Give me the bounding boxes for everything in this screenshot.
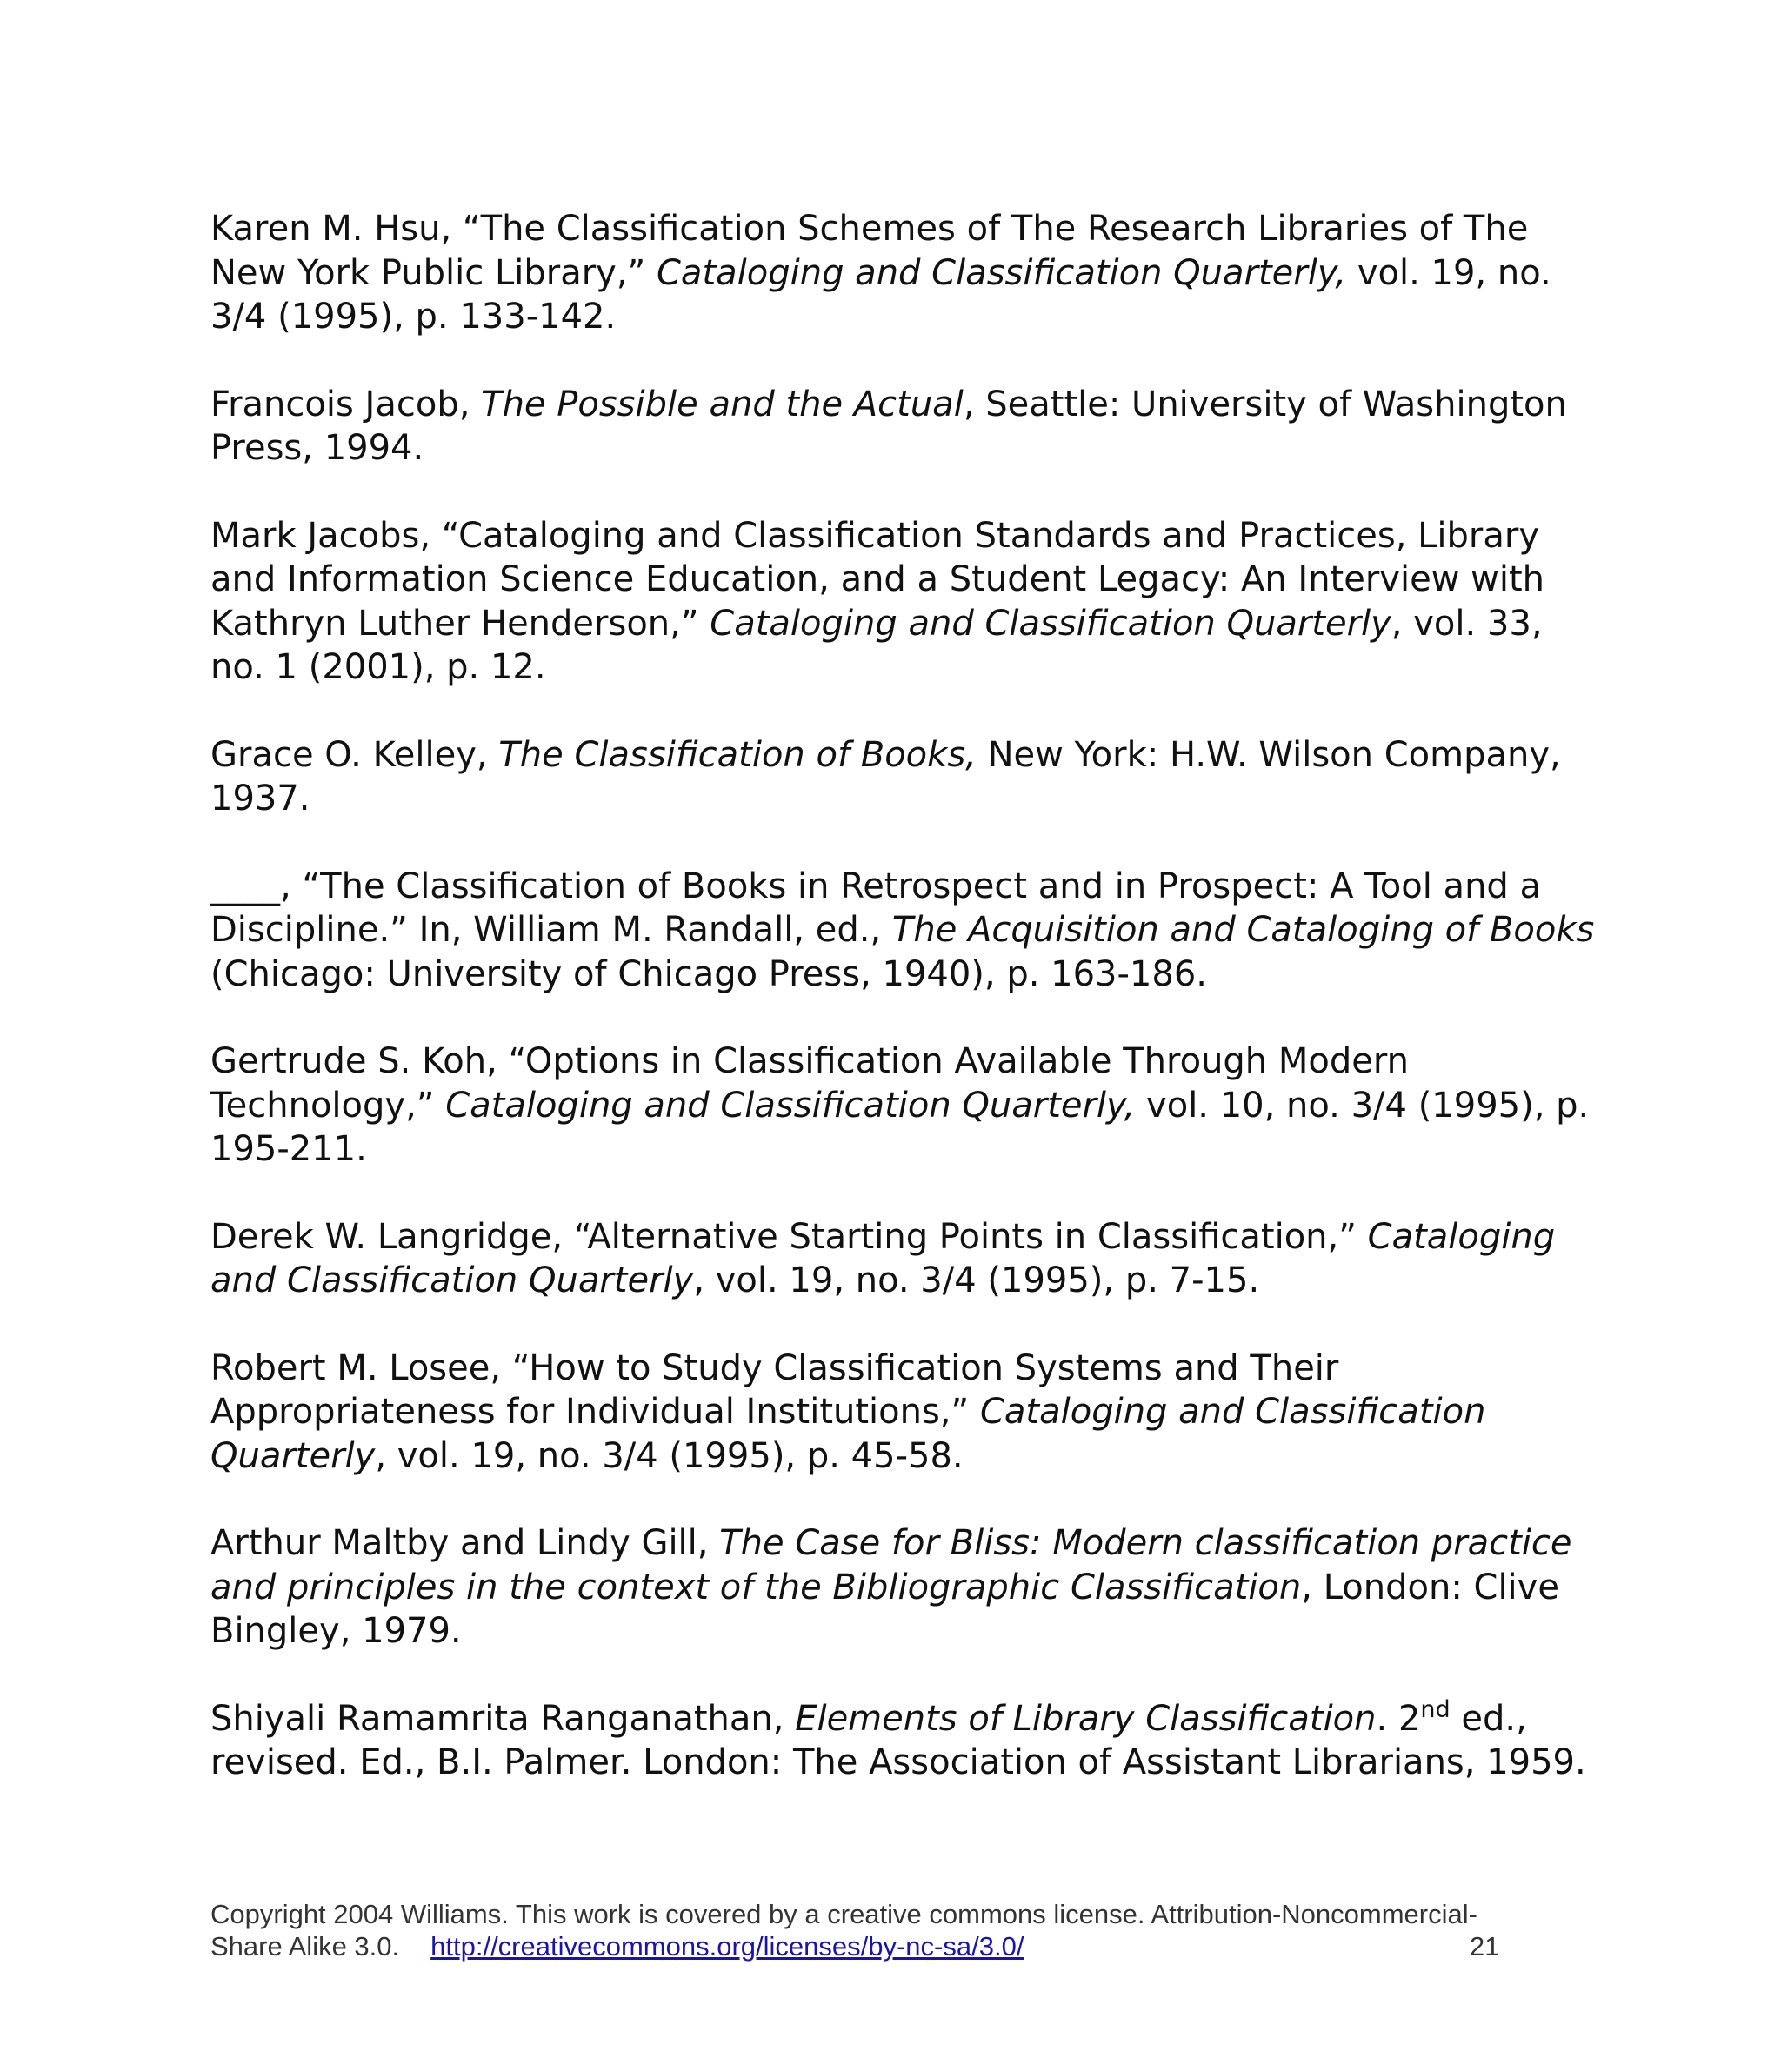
- bibliography-entry: Robert M. Losee, “How to Study Classification Systems and Their Appropriateness for Individual Institutions,” Cataloging and Classification Quarterly, vol. 19, no. 3/4 (1995), p. 45-58.: [210, 1347, 1486, 1476]
- bibliography-entry: Francois Jacob, The Possible and the Actual, Seattle: University of Washington Press, 1994.: [210, 384, 1567, 468]
- publication-title: Cataloging and Classification Quarterly,: [445, 1085, 1136, 1126]
- bibliography-entry: Mark Jacobs, “Cataloging and Classification Standards and Practices, Library and Information Science Education, and a Student Legacy: An Interview with Kathryn Luther Henderson,” Cataloging and Classification Quarterly, vol. 33, no. 1 (2001), p. 12.: [210, 515, 1544, 687]
- bibliography-entry: ____, “The Classification of Books in Retrospect and in Prospect: A Tool and a Discipline.” In, William M. Randall, ed., The Acquisition and Cataloging of Books (Chicago: University of Chicago Press, 1940), p. 163-186.: [210, 866, 1595, 994]
- publication-title: The Possible and the Actual: [481, 384, 964, 424]
- publication-title: Cataloging and Classification Quarterly: [210, 1392, 1486, 1476]
- bibliography-entry: Karen M. Hsu, “The Classification Schemes of The Research Libraries of The New York Public Library,” Cataloging and Classification Quarterly, vol. 19, no. 3/4 (1995), p. 133-142.: [210, 209, 1551, 337]
- bibliography-entry: Derek W. Langridge, “Alternative Starting Points in Classification,” Cataloging and Classification Quarterly, vol. 19, no. 3/4 (1995), p. 7-15.: [210, 1216, 1556, 1300]
- copyright-footer: [210, 1898, 1515, 1962]
- bibliography-entry: Shiyali Ramamrita Ranganathan, Elements of Library Classification. 2nd ed., revised. Ed., B.I. Palmer. London: The Association of Assistant Librarians, 1959.: [210, 1695, 1586, 1782]
- publication-title: Cataloging and Classification Quarterly,: [657, 252, 1347, 293]
- bibliography-entry: Grace O. Kelley, The Classification of Books, New York: H.W. Wilson Company, 1937.: [210, 734, 1561, 819]
- edition-superscript: nd: [1420, 1695, 1451, 1723]
- bibliography-list: [210, 207, 1602, 1828]
- publication-title: The Case for Bliss: Modern classification practice and principles in the context of the Bibliographic Classification: [210, 1523, 1572, 1607]
- license-link[interactable]: http://creativecommons.org/licenses/by-nc-sa/3.0/: [430, 1931, 1024, 1962]
- publication-title: Cataloging and Classification Quarterly: [210, 1216, 1556, 1300]
- page-number: 21: [1470, 1931, 1500, 1962]
- copyright-text: Copyright 2004 Williams. This work is covered by a creative commons license. Attribution-Noncommercial-Share Alike 3.0.: [210, 1899, 1477, 1962]
- bibliography-entry: Gertrude S. Koh, “Options in Classification Available Through Modern Technology,” Cataloging and Classification Quarterly, vol. 10, no. 3/4 (1995), p. 195-211.: [210, 1041, 1590, 1169]
- bibliography-entry: Arthur Maltby and Lindy Gill, The Case for Bliss: Modern classification practice and principles in the context of the Bibliographic Classification, London: Clive Bingley, 1979.: [210, 1523, 1572, 1651]
- publication-title: Cataloging and Classification Quarterly: [710, 603, 1391, 644]
- publication-title: The Classification of Books,: [498, 734, 977, 775]
- publication-title: Elements of Library Classification: [795, 1698, 1377, 1739]
- publication-title: The Acquisition and Cataloging of Books: [891, 910, 1595, 950]
